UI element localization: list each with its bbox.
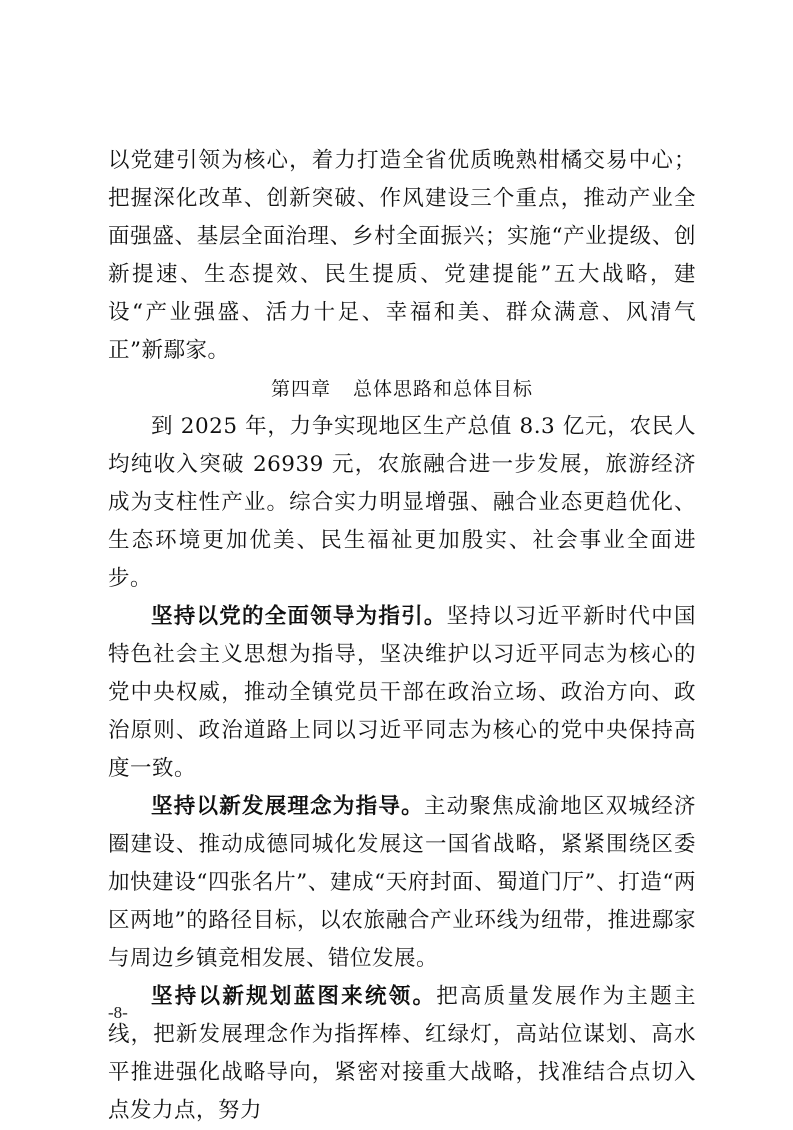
chapter-title: 总体思路和总体目标 <box>353 378 534 400</box>
principle-paragraph-planning <box>108 978 696 1130</box>
principle-text: 主动聚焦成渝地区双城经济圈建设、推动成德同城化发展这一国省战略，紧紧围绕区委加快建设“四张名片”、建成“天府封面、蜀道门厅”、打造“两区两地”的路径目标，以农旅融合产业环线为纽带，推进鄢家与周边乡镇竞相发展、错位发展。 <box>108 794 696 971</box>
chapter-number: 第四章 <box>270 378 331 400</box>
page-number: -8- <box>108 1003 128 1022</box>
document-body <box>108 142 696 1130</box>
principle-lead: 坚持以党的全面领导为指引。 <box>151 604 447 629</box>
principle-lead: 坚持以新规划蓝图来统领。 <box>151 984 437 1009</box>
principle-paragraph-leadership <box>108 598 696 788</box>
opening-paragraph: 以党建引领为核心，着力打造全省优质晚熟柑橘交易中心；把握深化改革、创新突破、作风建设三个重点，推动产业全面强盛、基层全面治理、乡村全面振兴；实施“产业提级、创新提速、生态提效、民生提质、党建提能”五大战略，建设“产业强盛、活力十足、幸福和美、群众满意、风清气正”新鄢家。 <box>108 148 696 363</box>
goal-paragraph: 到 2025 年，力争实现地区生产总值 8.3 亿元，农民人均纯收入突破 26939 元，农旅融合进一步发展，旅游经济成为支柱性产业。综合实力明显增强、融合业态更趋优化、生态环境更加优美、民生福祉更加殷实、社会事业全面进步。 <box>108 414 696 591</box>
chapter-heading <box>108 370 696 408</box>
principle-text: 把高质量发展作为主题主线，把新发展理念作为指挥棒、红绿灯，高站位谋划、高水平推进强化战略导向，紧密对接重大战略，找准结合点切入点发力点，努力 <box>108 984 696 1123</box>
principle-paragraph-development <box>108 788 696 978</box>
principle-text: 坚持以习近平新时代中国特色社会主义思想为指导，坚决维护以习近平同志为核心的党中央权威，推动全镇党员干部在政治立场、政治方向、政治原则、政治道路上同以习近平同志为核心的党中央保持高度一致。 <box>108 604 696 781</box>
principle-lead: 坚持以新发展理念为指导。 <box>151 794 424 819</box>
